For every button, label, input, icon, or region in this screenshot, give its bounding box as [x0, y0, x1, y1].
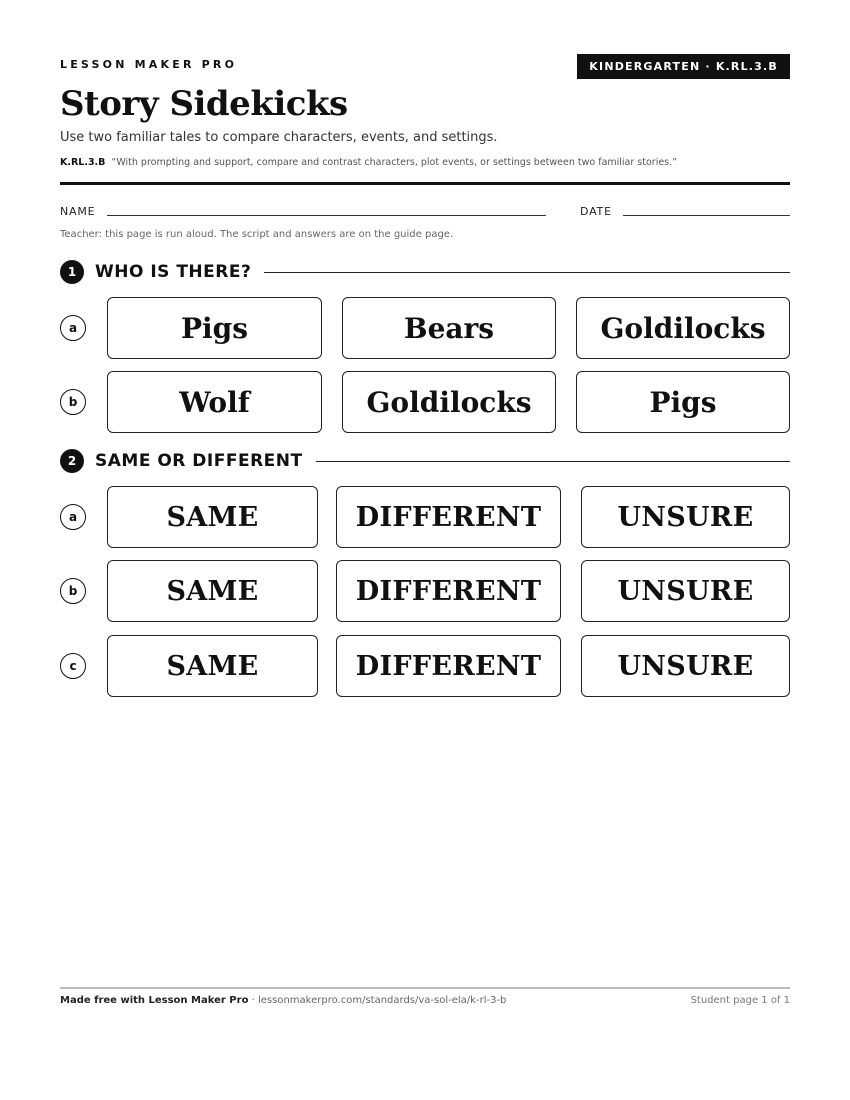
character-card[interactable]: Pigs [107, 297, 322, 359]
teacher-note: Teacher: this page is run aloud. The script and answers are on the guide page. [60, 229, 454, 240]
standard-text: “With prompting and support, compare and contrast characters, plot events, or settings between two familiar stories.” [111, 157, 678, 168]
footer-credit [60, 995, 506, 1006]
header-divider [60, 182, 790, 185]
section-1-rule [264, 272, 790, 273]
footer-made-with: Made free with Lesson Maker Pro [60, 995, 249, 1006]
section-1-title: WHO IS THERE? [95, 262, 252, 282]
character-card[interactable]: Wolf [107, 371, 322, 433]
grade-badge: KINDERGARTEN · K.RL.3.B [577, 54, 790, 79]
character-card[interactable]: Goldilocks [576, 297, 790, 359]
unsure-choice[interactable]: UNSURE [581, 486, 790, 548]
page-subtitle: Use two familiar tales to compare characters, events, and settings. [60, 130, 498, 145]
row-letter-b: b [60, 389, 86, 415]
brand-name: LESSON MAKER PRO [60, 58, 238, 71]
footer-page-number: Student page 1 of 1 [690, 995, 790, 1006]
unsure-choice[interactable]: UNSURE [581, 635, 790, 697]
row-letter-c: c [60, 653, 86, 679]
section-2-row-b [60, 560, 790, 622]
unsure-choice[interactable]: UNSURE [581, 560, 790, 622]
section-2-row-c [60, 635, 790, 697]
same-choice[interactable]: SAME [107, 486, 318, 548]
standard-code: K.RL.3.B [60, 157, 106, 168]
section-2-number: 2 [60, 449, 84, 473]
footer-divider [60, 987, 790, 989]
section-1-row-a [60, 297, 790, 359]
different-choice[interactable]: DIFFERENT [336, 635, 561, 697]
character-card[interactable]: Goldilocks [342, 371, 556, 433]
footer-url[interactable]: lessonmakerpro.com/standards/va-sol-ela/k-rl-3-b [257, 995, 507, 1006]
section-1-row-b [60, 371, 790, 433]
different-choice[interactable]: DIFFERENT [336, 486, 561, 548]
different-choice[interactable]: DIFFERENT [336, 560, 561, 622]
section-1-number: 1 [60, 260, 84, 284]
row-letter-a: a [60, 504, 86, 530]
same-choice[interactable]: SAME [107, 635, 318, 697]
section-2-row-a [60, 486, 790, 548]
date-label: DATE [580, 205, 612, 218]
section-2-rule [316, 461, 790, 462]
name-label: NAME [60, 205, 96, 218]
character-card[interactable]: Pigs [576, 371, 790, 433]
character-card[interactable]: Bears [342, 297, 556, 359]
name-line[interactable] [107, 215, 546, 216]
section-2-heading [60, 449, 790, 473]
row-letter-b: b [60, 578, 86, 604]
row-letter-a: a [60, 315, 86, 341]
same-choice[interactable]: SAME [107, 560, 318, 622]
standard-line [60, 157, 677, 168]
section-2-title: SAME OR DIFFERENT [95, 451, 303, 471]
date-line[interactable] [623, 215, 790, 216]
page-title: Story Sidekicks [60, 84, 348, 124]
footer-separator: · [248, 995, 258, 1006]
section-1-heading [60, 260, 790, 284]
